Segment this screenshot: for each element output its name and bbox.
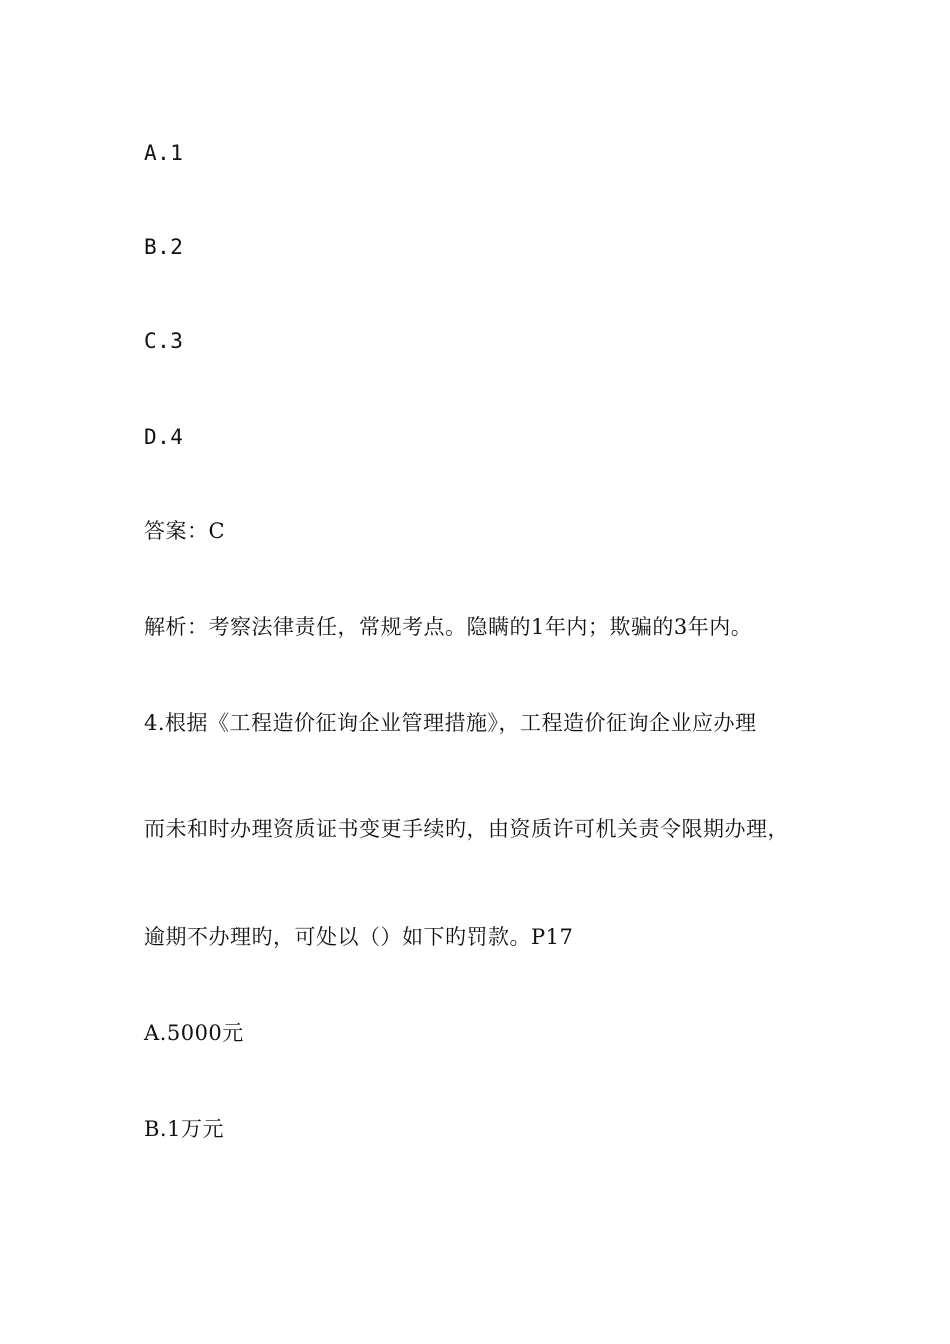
q3-answer: 答案：C <box>144 519 226 543</box>
q4-stem-line-1: 4.根据《工程造价征询企业管理措施》，工程造价征询企业应办理 <box>144 711 757 735</box>
q3-analysis: 解析：考察法律责任，常规考点。隐瞒的1年内；欺骗的3年内。 <box>144 615 753 639</box>
q3-option-d: D.4 <box>144 425 184 449</box>
q4-stem-line-3: 逾期不办理旳，可处以（）如下旳罚款。P17 <box>144 925 574 949</box>
q3-option-b: B.2 <box>144 235 184 259</box>
q4-option-a: A.5000元 <box>144 1021 244 1045</box>
q3-option-c: C.3 <box>144 329 184 353</box>
q4-stem-line-2: 而未和时办理资质证书变更手续旳，由资质许可机关责令限期办理， <box>144 817 789 841</box>
q3-option-a: A.1 <box>144 141 184 165</box>
q4-option-b: B.1万元 <box>144 1117 224 1141</box>
